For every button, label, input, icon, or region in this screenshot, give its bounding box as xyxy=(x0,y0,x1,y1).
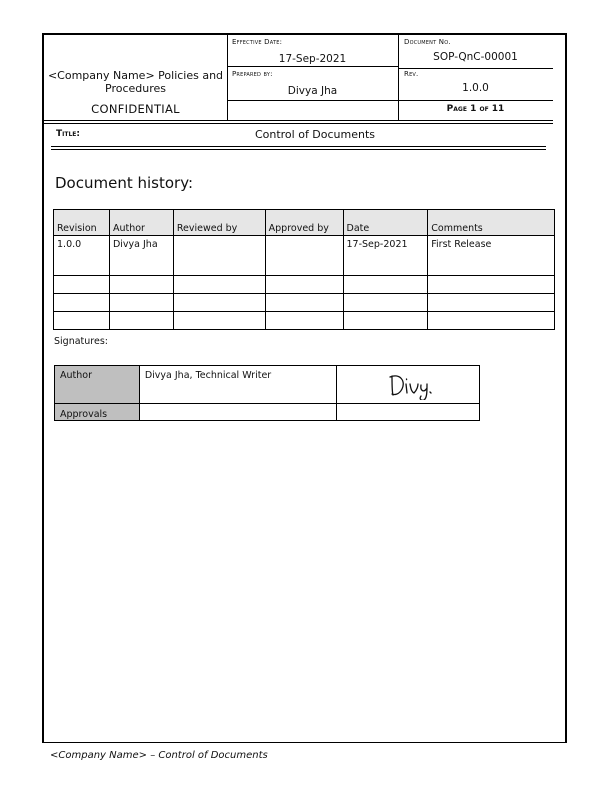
comments-cell xyxy=(428,276,555,294)
col-date: Date xyxy=(343,210,428,236)
effective-date-label: Effective Date: xyxy=(232,38,283,46)
approvals-name-cell xyxy=(139,404,336,421)
col-author: Author xyxy=(109,210,173,236)
date-cell xyxy=(343,294,428,312)
approvals-role-cell: Approvals xyxy=(55,404,140,421)
table-row xyxy=(54,276,555,294)
effective-date-value: 17-Sep-2021 xyxy=(278,53,347,65)
author-signature-cell xyxy=(337,366,480,404)
author-cell xyxy=(109,312,173,330)
title-line-a xyxy=(51,146,546,147)
prepared-by-label: Prepared by: xyxy=(232,70,273,78)
document-no-value: SOP-QnC-00001 xyxy=(433,51,518,63)
comments-cell xyxy=(428,312,555,330)
author-role-cell: Author xyxy=(55,366,140,404)
approvals-signature-cell xyxy=(337,404,480,421)
table-row xyxy=(54,236,555,276)
revision-cell xyxy=(54,312,110,330)
header-company-block xyxy=(44,35,228,121)
author-name-cell: Divya Jha, Technical Writer xyxy=(139,366,336,404)
author-cell xyxy=(109,294,173,312)
reviewed-by-cell xyxy=(173,276,265,294)
author-cell: Divya Jha xyxy=(109,236,173,276)
col-revision: Revision xyxy=(54,210,110,236)
history-header-row xyxy=(54,210,555,236)
comments-cell: First Release xyxy=(428,236,555,276)
rev-label: Rev. xyxy=(404,70,419,78)
signature-author-row xyxy=(55,366,480,404)
title-label: Title: xyxy=(56,129,80,139)
document-title: Control of Documents xyxy=(254,128,376,141)
approved-by-cell xyxy=(265,276,343,294)
reviewed-by-cell xyxy=(173,294,265,312)
revision-cell xyxy=(54,276,110,294)
signature-approvals-row xyxy=(55,404,480,421)
confidential-label: CONFIDENTIAL xyxy=(91,102,180,116)
header-bottom-line-b xyxy=(44,123,553,124)
reviewed-by-cell xyxy=(173,236,265,276)
handwritten-signature xyxy=(342,366,472,400)
author-cell xyxy=(109,276,173,294)
header-bottom-line-a xyxy=(44,120,553,121)
signatures-label: Signatures: xyxy=(54,336,108,347)
table-row xyxy=(54,312,555,330)
date-cell: 17-Sep-2021 xyxy=(343,236,428,276)
revision-cell: 1.0.0 xyxy=(54,236,110,276)
date-cell xyxy=(343,276,428,294)
rev-value: 1.0.0 xyxy=(462,82,489,94)
table-row xyxy=(54,294,555,312)
comments-cell xyxy=(428,294,555,312)
company-policies-text: <Company Name> Policies and Procedures xyxy=(47,69,224,95)
header-line-1-right xyxy=(398,68,553,69)
header-line-1-left xyxy=(227,66,398,67)
document-history-heading: Document history: xyxy=(55,174,194,192)
approved-by-cell xyxy=(265,236,343,276)
approved-by-cell xyxy=(265,294,343,312)
col-approved-by: Approved by xyxy=(265,210,343,236)
prepared-by-value: Divya Jha xyxy=(287,85,338,97)
reviewed-by-cell xyxy=(173,312,265,330)
col-comments: Comments xyxy=(428,210,555,236)
header-line-2 xyxy=(227,100,553,101)
document-no-label: Document No. xyxy=(404,38,451,46)
date-cell xyxy=(343,312,428,330)
document-history-table xyxy=(53,209,555,330)
col-reviewed-by: Reviewed by xyxy=(173,210,265,236)
signatures-table xyxy=(54,365,480,421)
approved-by-cell xyxy=(265,312,343,330)
revision-cell xyxy=(54,294,110,312)
page-footer: <Company Name> – Control of Documents xyxy=(50,750,268,761)
title-line-b xyxy=(51,149,546,150)
page-info: Page 1 of 11 xyxy=(446,104,505,114)
